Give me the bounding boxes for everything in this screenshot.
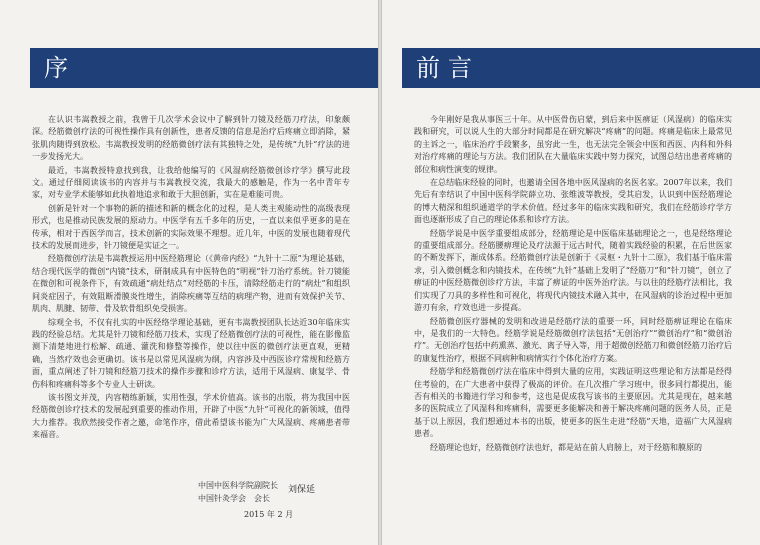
foreword-title: 前言 [416, 54, 480, 82]
preface-paragraph: 在认识韦嵩教授之前，我曾于几次学术会议中了解到针刀镜及经筋刀疗法，印象颇深。经筋微创疗法的可视性操作具有创新性，患者反馈的信息是治疗后疼痛立即消除，紧张肌肉随得到放松。韦嵩教授发明的经筋微创疗法有其独特之处，是传统“九针”疗法的进一步发扬光大。 [32, 115, 350, 162]
signature-date: 2015 年 2 月 [244, 510, 294, 519]
foreword-title-band [402, 48, 760, 88]
preface-paragraph: 经筋微创疗法是韦嵩教授运用中医经筋理论（《黄帝内经》“九针十二原”为理论基础，结合现代医学的微创“内镜”技术，研制成具有中医特色的“明视”针刀治疗系统。针刀镜能在微创和可视条件下，有效疏通“病灶结点”对经筋的卡压，清除经筋走行的“病灶”和组织间炎症因子，有效阻断滑膜炎性增生，消除疾痛等互结的病理产物，进而有效保护关节、肌肉、肌腱、韧带、骨及软骨组织免受损害。 [32, 254, 350, 314]
preface-title: 序 [44, 54, 74, 82]
foreword-body [414, 114, 732, 455]
foreword-paragraph: 经筋理论也好，经筋微创疗法也好，都是站在前人肩膀上，对于经筋和膜原的 [430, 442, 702, 452]
preface-title-band [30, 48, 378, 88]
preface-paragraph: 该书图文并茂，内容精练新颖，实用性强，学术价值高。该书的出版，将为我国中医经筋微创诊疗技术的发展起到重要的推动作用，开辟了中医“九针”可视化的新领域，值得大力推荐。我欣然接受作者之邀，命笔作序，借此希望该书能为广大风湿病、疼痛患者带来福音。 [32, 392, 350, 440]
foreword-paragraph: 经筋学说是中医学重要组成部分，经筋理论是中医临床基础理论之一，也是经络理论的重要组成部分。经筋腰痹理论及疗法源于远古时代，随着实践经验的积累，在后世医家的不断发挥下，渐成体系。经筋微创疗法是创新于《灵枢・九针十二原》，我们基于临床需求，引入微创概念和内镜技术，在传统“九针”基础上发明了“经筋刀”和“针刀镜”，创立了痹证的中医经筋微创诊疗方法，丰富了痹证的中医外治疗法。与以往的经筋疗法相比，我们实现了刀具的多样性和可视化，将现代内镜技术融入其中，在风湿病的诊治过程中更加游刃有余，疗效也进一步提高。 [414, 228, 732, 313]
preface-paragraph: 最近，韦嵩教授特意找到我，让我给他编写的《风湿病经筋微创诊疗学》撰写此段文。通过仔细阅读该书的内容并与韦嵩教授交流，我最大的感触是，作为一名中青年专家，对专业学术能够如此执着地追求和敢于大胆创新，实在是难能可贵。 [32, 165, 350, 200]
signature-name: 刘保延 [288, 485, 316, 495]
preface-paragraph: 综观全书，不仅有扎实的中医经络学理论基础，更有韦嵩教授团队长达近30年临床实践的经验总结。尤其是针刀镜和经筋刀技术，实现了经筋微创疗法的可视性，能在影像监测下清楚地进行松解、疏通、灌洗和修整等操作，使以往中医的微创疗法更直观，更精确，当然疗效也会更确切。该书是以常见风湿病为纲，内容涉及中西医诊疗常规和经筋方面，重点阐述了针刀镜和经筋刀技术的操作步骤和诊疗方法，适用于风湿病、康复学、骨伤科和疼痛科等多个专业人士研读。 [32, 317, 350, 389]
foreword-paragraph: 经筋微创医疗器械的发明和改进是经筋疗法的重要一环，同时经筋痹证理论在临床中，是我们的一大特色。经筋学说是经筋微创疗法包括“无创治疗”“微创治疗”和“微创治疗”。无创治疗包括中药熏蒸、激光、离子导入等，用于超微创经筋刀和微创经筋刀治疗后的康复性治疗，根据不同病种和病情实行个体化治疗方案。 [414, 316, 732, 363]
left-page [0, 0, 378, 545]
foreword-paragraph: 经筋学和经筋微创疗法在临床中得到大量的应用，实践证明这些理论和方法都是经得住考验的，在广大患者中获得了极高的评价。在几次推广学习班中，很多同行都提出，能否有相关的书籍进行学习和参考，这也是促成我写该书的主要原因。尤其是现在，越来越多的医院成立了风湿科和疼痛科，需要更多能解决和善于解决疼痛问题的医务人员，正是基于以上原因，我们想通过本书的出版，使更多的医生走进“经筋”天地，造福广大风湿病患者。 [414, 367, 732, 439]
signature-org-line2: 中国针灸学会 会长 [198, 494, 270, 503]
right-page [382, 0, 760, 545]
signature-org-line1: 中国中医科学院副院长 [198, 481, 278, 490]
preface-body [32, 114, 350, 443]
foreword-paragraph: 在总结临床经验的同时，也邀请全国各地中医风湿病的名医名家。2007年以来，我们先后有幸结识了中国中医科学院薛立功、张维波等教授，受其启发，认识到中医经筋理论的博大精深和组织通道学的学术价值。经过多年的临床实践和研究，我们在经筋诊疗学方面也逐渐形成了自己的理论体系和诊疗方法。 [414, 178, 732, 225]
foreword-paragraph: 今年刚好是我从事医三十年。从中医骨伤启蒙，到后来中医痹证（风湿病）的临床实践和研究，可以说人生的大部分时间都是在研究解决“疼痛”的问题。疼痛是临床上最常见的主诉之一，临床治疗手段繁多，虽穷此一生，也无法完全领会中医和西医、内科和外科对治疗疼痛的理论与方法。我们团队在大量临床实践中努力探究，试图总结出患者疼痛的部位和病性演变的规律。 [414, 115, 732, 174]
preface-paragraph: 创新是针对一个事物的新的描述和新的概念化的过程，是人类主观能动性的高级表现形式，也是推动民族发展的原动力。中医学有五千多年的历史，一直以来似乎更多的是在传承，相对于西医学而言，技术创新的实际效果不理想。近几年，中医的发展也随着现代技术的发展而进步，针刀镜便是实证之一。 [32, 203, 350, 251]
